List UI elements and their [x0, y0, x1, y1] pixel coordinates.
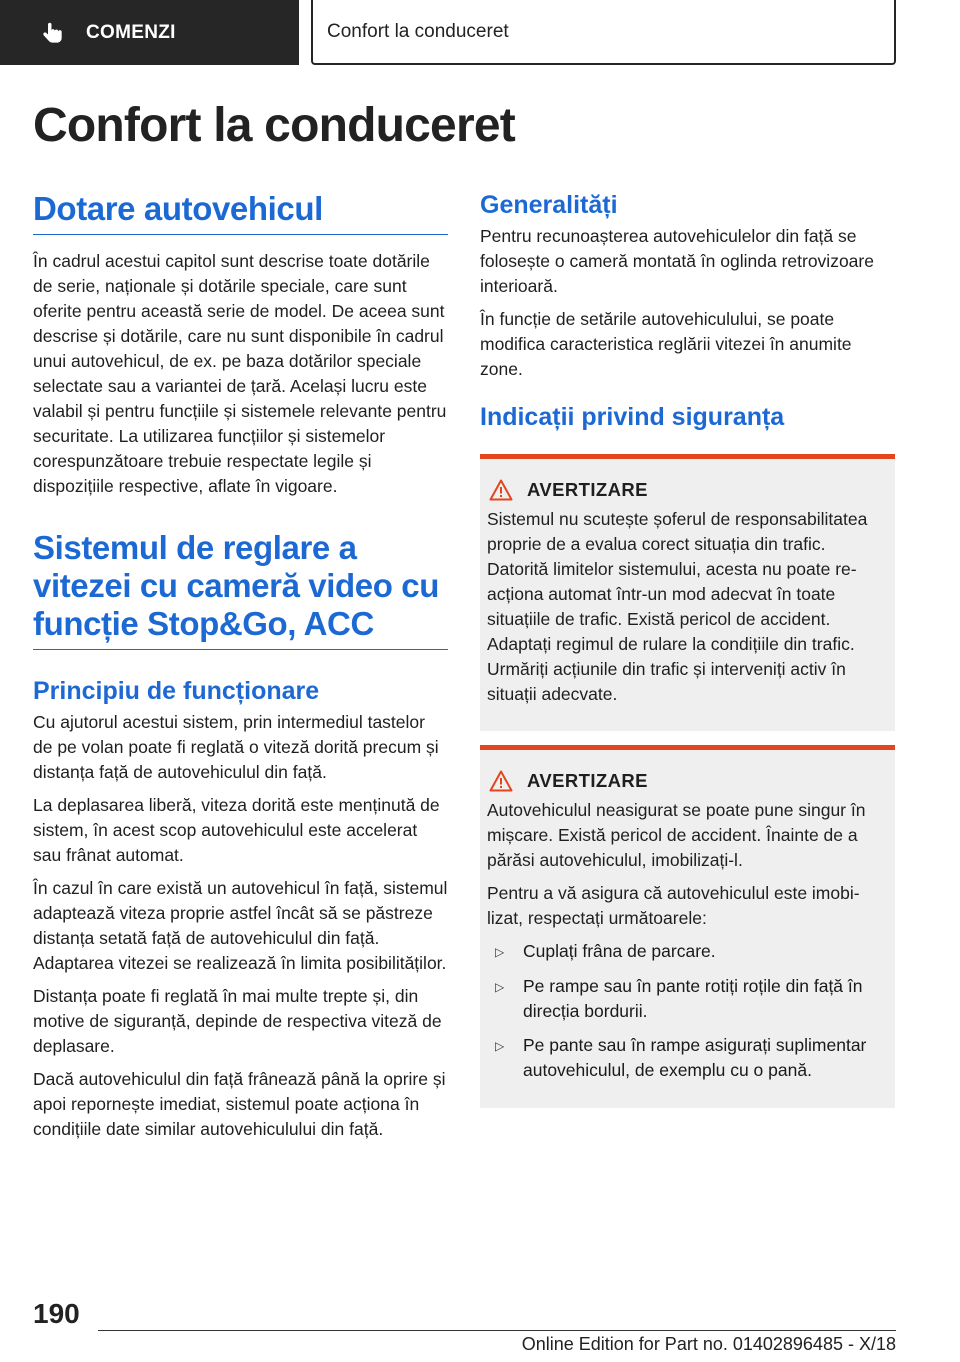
heading-indicatii-siguranta: Indicații privind siguranța: [480, 403, 785, 431]
triangle-bullet-icon: ▷: [495, 980, 505, 994]
heading-principiu-functionare: Principiu de funcționare: [33, 677, 320, 705]
list-item: [495, 1033, 888, 1083]
warning-header: [487, 770, 888, 792]
page-number: 190: [33, 1298, 80, 1329]
list-item: [495, 974, 888, 1024]
warning-list: [495, 939, 888, 1083]
left-column: [33, 190, 448, 1150]
hand-pointer-icon: [40, 20, 66, 46]
section-tab-label: COMENZI: [86, 21, 176, 43]
triangle-bullet-icon: ▷: [495, 945, 505, 959]
warning-header: [487, 479, 888, 501]
triangle-bullet-icon: ▷: [495, 1039, 505, 1053]
breadcrumb: [311, 0, 896, 65]
list-item-text: Cuplați frâna de parcare.: [523, 941, 716, 961]
warning-title: AVERTIZARE: [527, 479, 648, 500]
warning-box-1: [480, 454, 895, 731]
list-item-text: Pe rampe sau în pante rotiți roțile din față în direcția bordurii.: [523, 976, 863, 1021]
heading-acc: Sistemul de reglare a vitezei cu cameră video cu funcție Stop&Go, ACC: [33, 529, 448, 650]
paragraph-principiu-2: La deplasarea liberă, viteza dorită este menținută de sistem, în acest scop autovehiculul este accelerat sau frânat automat.: [33, 795, 440, 865]
warning-text-1: Autovehiculul neasigurat se poate pune singur în mișcare. Există pericol de accident. Înainte de a părăsi autovehiculul, imobilizați-l.: [487, 800, 866, 870]
footer-edition: Online Edition for Part no. 01402896485 - X/18: [521, 1334, 896, 1354]
section-tab-comenzi[interactable]: [0, 0, 299, 65]
warning-box-2: [480, 745, 895, 1108]
paragraph-generalitati-1: Pentru recunoașterea autovehiculelor din față se folosește o cameră montată în oglinda retrovizoare interioară.: [480, 226, 874, 296]
list-item: [495, 939, 888, 965]
paragraph-principiu-5: Dacă autovehiculul din față frânează până la oprire și apoi repornește imediat, sistemul poate acționa în condițiile date similar autovehiculului din față.: [33, 1069, 446, 1139]
right-column: [480, 190, 895, 1122]
paragraph-principiu-4: Distanța poate fi reglată în mai multe trepte și, din motive de siguranță, depinde de respectiva viteză de deplasare.: [33, 986, 442, 1056]
heading-generalitati: Generalități: [480, 191, 618, 219]
warning-text: Sistemul nu scutește șoferul de responsabilitatea proprie de a evalua corect situația din trafic. Datorită limitelor sistemului, acesta nu poate reacționa automat într-un mod adecvat în toate situațiile de trafic. Există pericol de accident. Adaptați regimul de rulare la condițiile din trafic. Urmăriți acțiunile din trafic și interveniți activ în situații adecvate.: [487, 509, 868, 704]
paragraph-principiu-1: Cu ajutorul acestui sistem, prin intermediul tastelor de pe volan poate fi reglată o viteză dorită precum și distanța față de autovehiculul din față.: [33, 712, 439, 782]
paragraph-generalitati-2: În funcție de setările autovehiculului, se poate modifica caracteristica reglării vitezei în anumite zone.: [480, 309, 852, 379]
footer-divider: [98, 1330, 896, 1331]
paragraph-principiu-3: În cazul în care există un autovehicul în față, sistemul adaptează viteza proprie astfel încât să se păstreze distanța setată față de autovehiculul din față. Adaptarea vitezei se realizează în limita posibilităților.: [33, 878, 448, 973]
warning-triangle-icon: [489, 479, 513, 501]
warning-text-2: Pentru a vă asigura că autovehiculul este imobilizat, respectați următoarele:: [487, 883, 860, 928]
page-title: Confort la conduceret: [33, 99, 515, 152]
list-item-text: Pe pante sau în rampe asigurați suplimentar autovehiculul, de exemplu cu o pană.: [523, 1035, 867, 1080]
breadcrumb-text: Confort la conduceret: [327, 20, 509, 42]
heading-dotare-autovehicul: Dotare autovehicul: [33, 190, 448, 235]
warning-triangle-icon: [489, 770, 513, 792]
warning-title: AVERTIZARE: [527, 770, 648, 791]
paragraph-dotare: În cadrul acestui capitol sunt descrise toate dotările de serie, naționale și dotările speciale, care sunt oferite pentru această serie de model. De aceea sunt descrise și dotările, care nu sunt disponibile în cadrul unui autovehicul, de ex. pe baza dotărilor speciale selectate sau a variantei de țară. Același lucru este valabil și pentru funcțiile și sistemele relevante pentru securitate. La utilizarea funcțiilor și sistemelor corespunzătoare trebuie respectate legile și dispozițiile respective, aflate în vigoare.: [33, 251, 447, 496]
page-header: [0, 0, 960, 65]
